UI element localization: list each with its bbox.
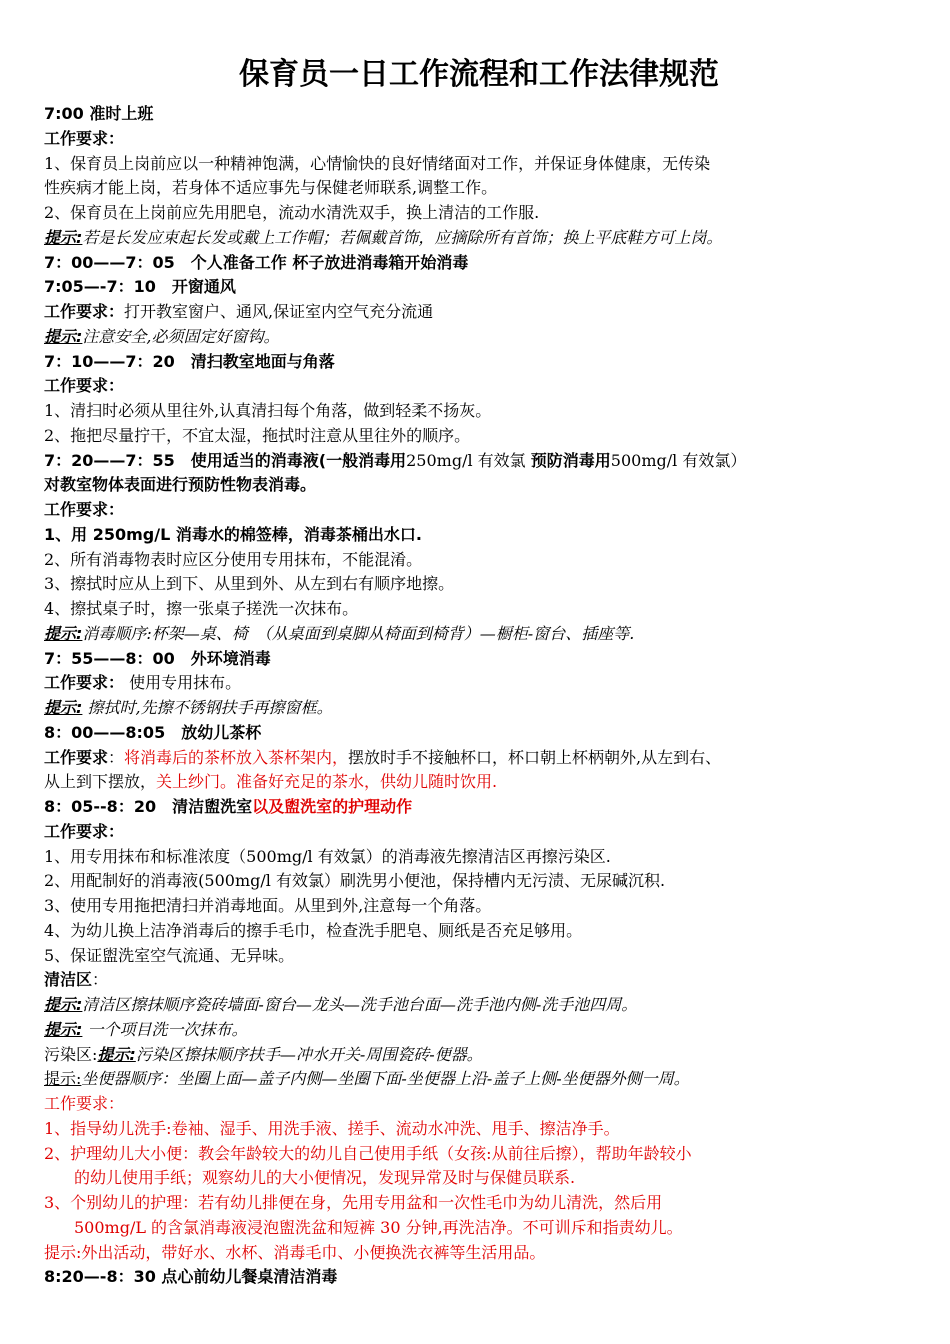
text-run: 工作要求： — [44, 673, 125, 693]
text-run: 性疾病才能上岗，若身体不适应事先与保健老师联系,调整工作。 — [44, 178, 498, 198]
text-run: 消毒顺序:杯架—桌、椅 （从桌面到桌脚从椅面到椅背）—橱柜-窗台、插座等. — [82, 623, 635, 643]
text-line — [44, 696, 914, 721]
text-line — [44, 572, 914, 597]
hint-label: 提示: — [44, 623, 83, 643]
text-line — [44, 399, 914, 424]
text-line — [44, 1216, 914, 1241]
text-line — [44, 721, 914, 746]
text-run: 使用专用抹布。 — [124, 673, 242, 693]
text-run: 2、所有消毒物表时应区分使用专用抹布，不能混淆。 — [44, 549, 423, 569]
text-line — [44, 1191, 914, 1216]
text-run: 以及盥洗室的护理动作 — [252, 797, 413, 816]
text-line — [44, 647, 914, 672]
text-run: ： — [92, 970, 109, 990]
text-run: 工作要求： — [44, 821, 125, 841]
text-run: 2、拖把尽量拧干，不宜太湿，拖拭时注意从里往外的顺序。 — [44, 425, 471, 445]
text-line — [44, 449, 914, 474]
text-line — [44, 1142, 914, 1167]
text-run: 500mg/L 的含氯消毒液浸泡盥洗盆和短裤 30 分钟,再洗洁净。不可训斥和指责幼儿。 — [74, 1217, 683, 1237]
text-run: 8：00——8:05 放幼儿茶杯 — [44, 722, 262, 742]
text-run: 工作要求： — [44, 302, 125, 321]
text-line — [44, 300, 914, 325]
text-line — [44, 671, 914, 696]
text-line — [44, 1018, 914, 1043]
text-run: 5、保证盥洗室空气流通、无异味。 — [44, 945, 295, 965]
text-line — [44, 1166, 914, 1191]
document-body — [44, 102, 914, 1290]
text-run: 将消毒后的茶杯放入茶杯架内， — [124, 747, 349, 767]
text-line — [44, 350, 914, 375]
text-run: 坐便器顺序：坐圈上面—盖子内侧—坐圈下面-坐便器上沿-盖子上侧-坐便器外侧一周。 — [81, 1069, 690, 1089]
text-line — [44, 473, 914, 498]
document-page — [44, 52, 914, 1290]
text-run: 1、用 250mg/L 消毒水的棉签棒，消毒茶桶出水口. — [44, 524, 422, 544]
text-run: 7:05—-7：10 开窗通风 — [44, 277, 236, 297]
text-run: 7：00——7：05 个人准备工作 杯子放进消毒箱开始消毒 — [44, 252, 469, 272]
text-run: 8:20—-8：30 点心前幼儿餐桌清洁消毒 — [44, 1267, 338, 1287]
text-run: 250mg/l 有效氯 — [406, 450, 531, 470]
text-line — [44, 1043, 914, 1068]
text-run: 污染区: — [44, 1044, 98, 1064]
text-run: 擦拭时,先擦不锈钢扶手再擦窗框。 — [82, 698, 333, 717]
text-line — [44, 944, 914, 969]
text-line — [44, 993, 914, 1018]
text-line — [44, 1067, 914, 1092]
text-line — [44, 622, 914, 647]
text-line — [44, 795, 914, 820]
text-run: 7：55——8：00 外环境消毒 — [44, 648, 271, 668]
text-run: 4、为幼儿换上洁净消毒后的擦手毛巾，检查洗手肥皂、厕纸是否充足够用。 — [44, 920, 583, 940]
text-line — [44, 374, 914, 399]
text-line — [44, 226, 914, 251]
text-line — [44, 820, 914, 845]
text-line — [44, 102, 914, 127]
text-run: 工作要求 — [44, 747, 109, 767]
text-run: 从上到下摆放， — [44, 772, 157, 792]
text-line — [44, 275, 914, 300]
text-line — [44, 919, 914, 944]
text-run: 污染区擦抹顺序扶手—冲水开关-周围瓷砖-便器。 — [135, 1044, 483, 1064]
text-line — [44, 424, 914, 449]
text-run: 打开教室窗户、通风,保证室内空气充分流通 — [124, 302, 434, 321]
text-line — [44, 770, 914, 795]
text-line — [44, 523, 914, 548]
text-line — [44, 251, 914, 276]
text-run: 7：20——7：55 使用适当的消毒液(一般消毒用 — [44, 450, 407, 470]
text-line — [44, 127, 914, 152]
text-run: 的幼儿使用手纸；观察幼儿的大小便情况，发现异常及时与保健员联系. — [74, 1168, 576, 1188]
text-line — [44, 869, 914, 894]
hint-label: 提示: — [97, 1044, 136, 1064]
text-line — [44, 548, 914, 573]
text-run: 工作要求： — [44, 500, 125, 519]
text-run: 1、用专用抹布和标准浓度（500mg/l 有效氯）的消毒液先擦清洁区再擦污染区. — [44, 846, 611, 866]
text-line — [44, 1241, 914, 1266]
text-run: 7：10——7：20 清扫教室地面与角落 — [44, 351, 335, 371]
text-run: 关上纱门。准备好充足的茶水，供幼儿随时饮用. — [156, 772, 498, 792]
text-run: 4、擦拭桌子时，擦一张桌子搓洗一次抹布。 — [44, 599, 359, 618]
hint-label: 提示: — [44, 1069, 82, 1089]
text-run: 3、擦拭时应从上到下、从里到外、从左到右有顺序地擦。 — [44, 574, 455, 594]
text-run: 1、指导幼儿洗手:卷袖、湿手、用洗手液、搓手、流动水冲洗、甩手、擦洁净手。 — [44, 1118, 620, 1138]
text-line — [44, 201, 914, 226]
text-line — [44, 176, 914, 201]
text-run: 8：05--8：20 清洁盥洗室 — [44, 797, 253, 816]
text-run: 清洁区 — [44, 970, 93, 990]
text-run: ： — [108, 747, 125, 767]
text-run: 对教室物体表面进行预防性物表消毒。 — [44, 475, 317, 495]
text-run: 清洁区擦抹顺序瓷砖墙面-窗台—龙头—洗手池台面—洗手池内侧-洗手池四周。 — [82, 995, 638, 1014]
document-title: 保育员一日工作流程和工作法律规范 — [239, 57, 719, 92]
text-run: 工作要求： — [44, 128, 125, 148]
text-run: 提示:外出活动，带好水、水杯、消毒毛巾、小便换洗衣裤等生活用品。 — [44, 1242, 546, 1262]
text-line — [44, 894, 914, 919]
text-run: 500mg/l 有效氯） — [610, 450, 747, 470]
text-line — [44, 152, 914, 177]
text-run: 一个项目洗一次抹布。 — [82, 1019, 248, 1039]
text-run: 摆放时手不接触杯口，杯口朝上杯柄朝外,从左到右、 — [348, 747, 722, 767]
hint-label: 提示: — [44, 1019, 83, 1039]
hint-label: 提示: — [44, 326, 83, 346]
text-line — [44, 746, 914, 771]
text-run: 7:00 准时上班 — [44, 104, 154, 123]
text-line — [44, 1117, 914, 1142]
text-run: 2、护理幼儿大小便：教会年龄较大的幼儿自己使用手纸（女孩:从前往后擦），帮助年龄较小 — [44, 1143, 692, 1163]
text-run: 2、用配制好的消毒液(500mg/l 有效氯）刷洗男小便池，保持槽内无污渍、无尿碱沉积. — [44, 871, 666, 891]
text-run: 3、个别幼儿的护理：若有幼儿排便在身，先用专用盆和一次性毛巾为幼儿清洗，然后用 — [44, 1193, 663, 1212]
text-line — [44, 845, 914, 870]
text-run: 1、清扫时必须从里往外,认真清扫每个角落，做到轻柔不扬灰。 — [44, 401, 492, 420]
hint-label: 提示: — [44, 698, 83, 717]
text-run: 若是长发应束起长发或戴上工作帽；若佩戴首饰，应摘除所有首饰；换上平底鞋方可上岗。 — [82, 227, 723, 247]
text-line — [44, 1265, 914, 1290]
text-run: 预防消毒用 — [530, 450, 611, 470]
text-run: 2、保育员在上岗前应先用肥皂，流动水清洗双手，换上清洁的工作服. — [44, 203, 540, 222]
text-line — [44, 1092, 914, 1117]
text-line — [44, 498, 914, 523]
text-run: 工作要求： — [44, 1094, 125, 1113]
text-run: 工作要求： — [44, 376, 125, 396]
text-run: 注意安全,必须固定好窗钩。 — [82, 326, 280, 346]
text-run: 3、使用专用拖把清扫并消毒地面。从里到外,注意每一个角落。 — [44, 896, 492, 915]
text-run: 1、保育员上岗前应以一种精神饱满，心情愉快的良好情绪面对工作，并保证身体健康，无传染 — [44, 153, 711, 173]
text-line — [44, 968, 914, 993]
text-line — [44, 597, 914, 622]
text-line — [44, 325, 914, 350]
hint-label: 提示: — [44, 227, 83, 247]
hint-label: 提示: — [44, 995, 83, 1014]
